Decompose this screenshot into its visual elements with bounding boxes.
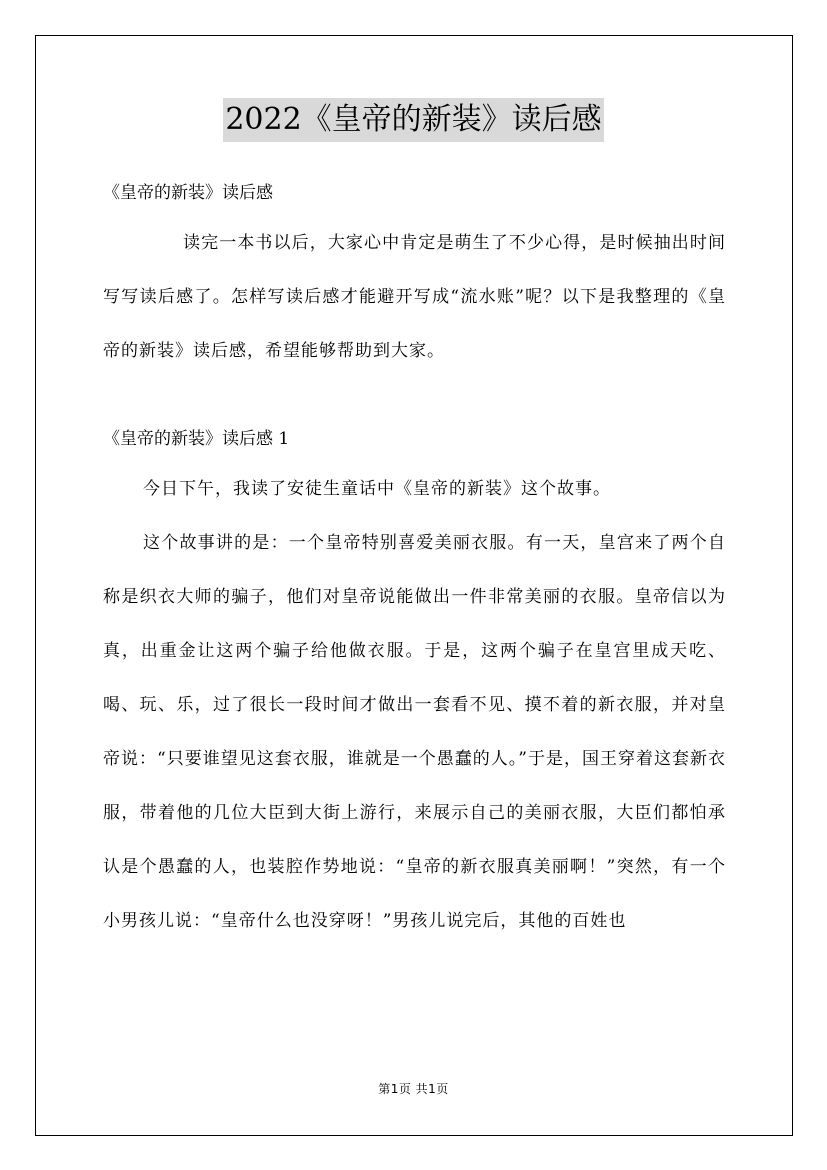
intro-paragraph: 读完一本书以后，大家心中肯定是萌生了不少心得，是时候抽出时间写写读后感了。怎样写读后感才能避开写成“流水账”呢？以下是我整理的《皇帝的新装》读后感，希望能够帮助到大家。 [103,233,726,361]
page-footer: 第1页 共1页 [378,1082,449,1096]
intro-heading: 《皇帝的新装》读后感 [103,183,273,203]
title-container [0,98,827,142]
document-title: 2022《皇帝的新装》读后感 [223,98,603,142]
section-gap [103,378,726,416]
section1-paragraph-2: 这个故事讲的是：一个皇帝特别喜爱美丽衣服。有一天，皇宫来了两个自称是织衣大师的骗子，他们对皇帝说能做出一件非常美丽的衣服。皇帝信以为真，出重金让这两个骗子给他做衣服。于是，这两个骗子在皇宫里成天吃、喝、玩、乐，过了很长一段时间才做出一套看不见、摸不着的新衣服，并对皇帝说：“只要谁望见这套衣服，谁就是一个愚蠢的人。”于是，国王穿着这套新衣服，带着他的几位大臣到大街上游行，来展示自己的美丽衣服，大臣们都怕承认是个愚蠢的人，也装腔作势地说：“皇帝的新衣服真美丽啊！”突然，有一个小男孩儿说：“皇帝什么也没穿呀！”男孩儿说完后，其他的百姓也 [103,533,726,931]
document-body [103,170,726,948]
section1-heading: 《皇帝的新装》读后感 1 [103,429,290,449]
section1-paragraph-1: 今日下午，我读了安徒生童话中《皇帝的新装》这个故事。 [143,479,611,499]
